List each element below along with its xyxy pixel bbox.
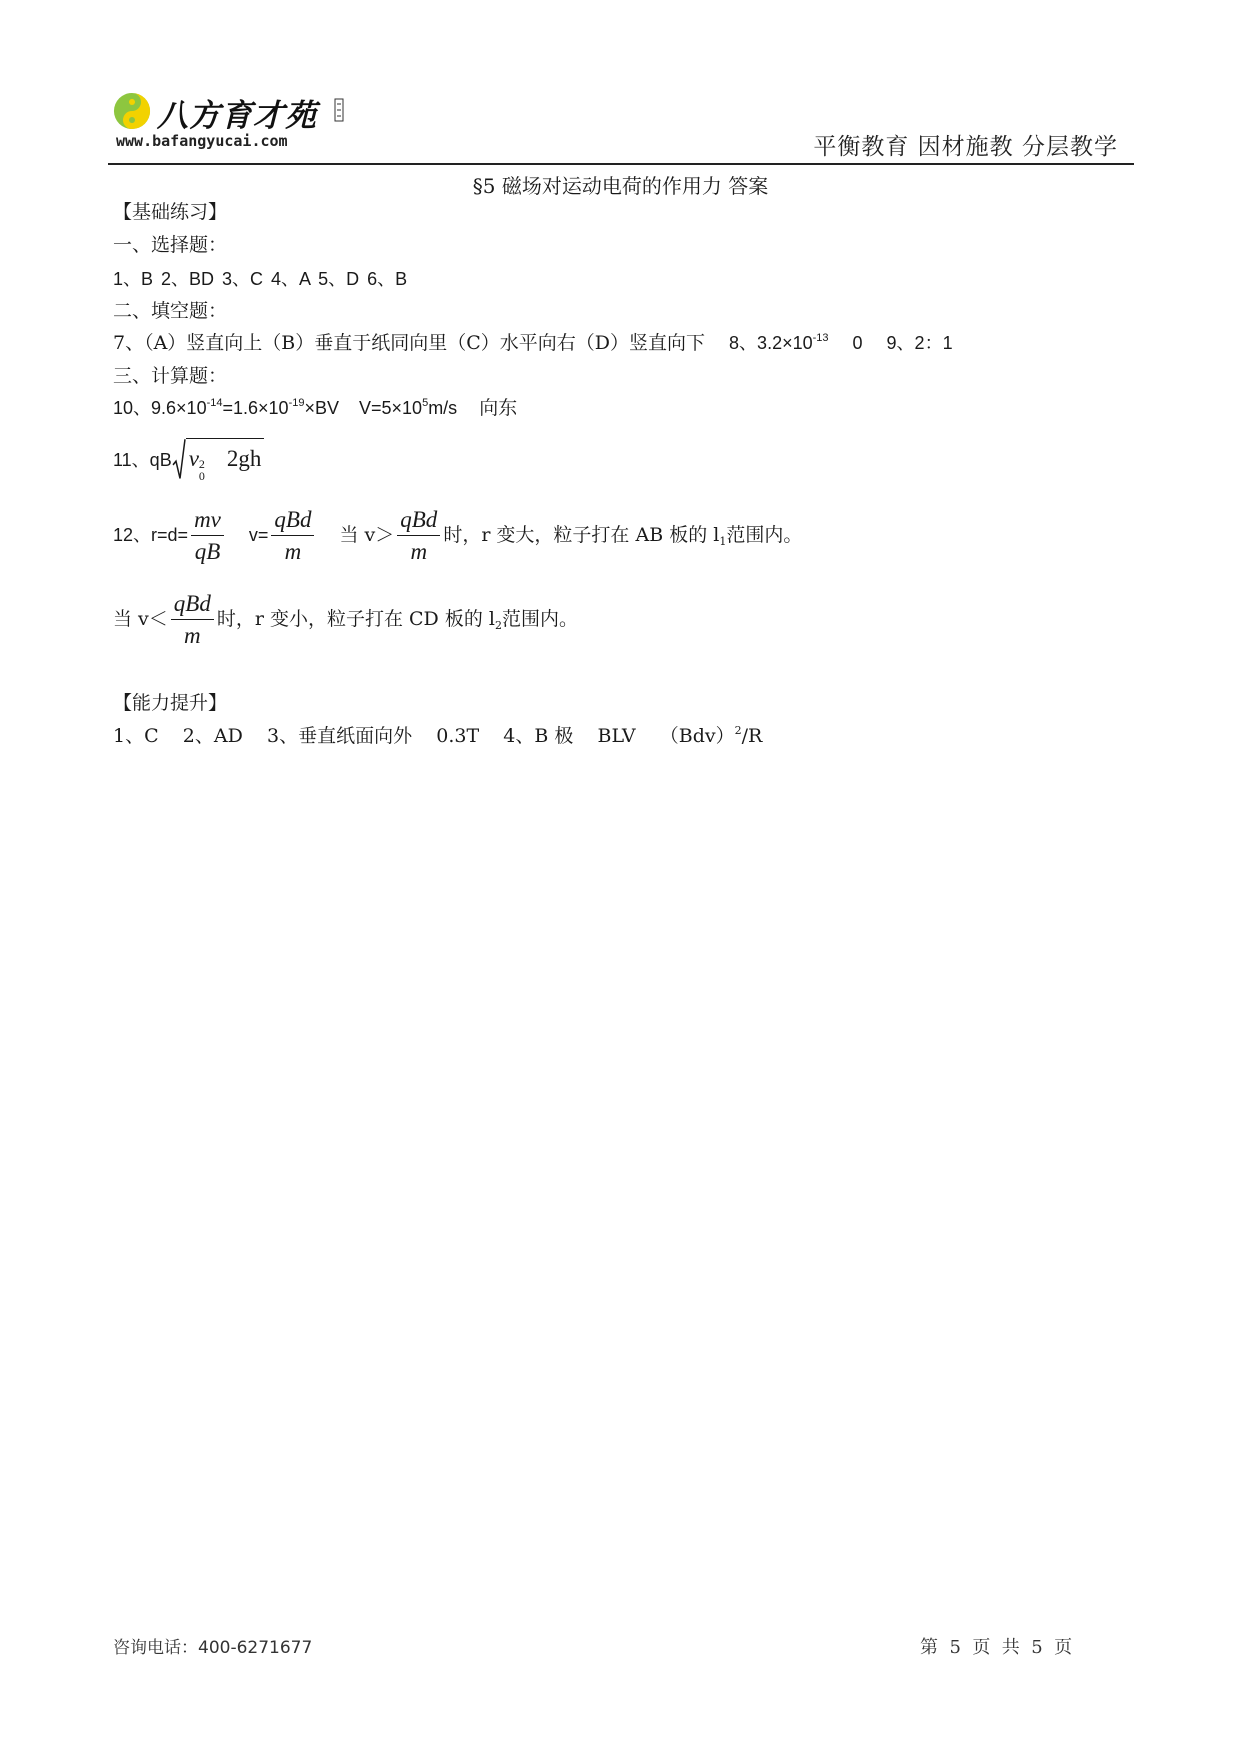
q9-answer: 9、2：1	[886, 333, 953, 353]
q10-answer: 10、$9.6\times 10^{-14}=1.6\times 10^{-19}\times BV$ $V=5\times 10^5m/s$ 向东	[113, 397, 518, 419]
advanced-answers: 1、C 2、AD 3、垂直纸面向外 0.3T 4、B 极 BLV （Bdv）$^2$/R	[113, 724, 763, 747]
footer-page-number: 第 5 页 共 5 页	[920, 1637, 1073, 1658]
choice-heading: 一、选择题：	[113, 234, 228, 256]
fill-answers	[113, 331, 953, 355]
q7-answer: 7、（A）竖直向上（B）垂直于纸同向里（C）水平向右（D）竖直向下	[113, 332, 706, 354]
choice-answers: 1、B 2、BD 3、C 4、A 5、D 6、B	[113, 269, 408, 289]
footer-phone: 咨询电话：400-6271677	[113, 1638, 313, 1658]
logo-text: 八方育才苑	[157, 98, 317, 134]
seal-icon	[334, 98, 344, 122]
fraction-mv-over-qB: $\frac{mv}{qB}$	[191, 505, 224, 568]
header-divider	[108, 163, 1134, 165]
q8-answer: 8、$3.2\times 10^{-13}$ 0	[729, 332, 863, 353]
q11-answer: 11、qB v 2 0 2gh	[113, 438, 264, 478]
fill-heading: 二、填空题：	[113, 300, 228, 322]
header-slogan: 平衡教育 因材施教 分层教学	[813, 134, 1118, 160]
logo	[113, 88, 353, 154]
fraction-qBd-over-m: $\frac{\text{qBd}}{m}$	[171, 589, 214, 652]
section-heading-advanced: 【能力提升】	[113, 692, 228, 714]
yin-yang-icon	[113, 92, 151, 130]
fraction-qBd-over-m: $\frac{\text{qBd}}{m}$	[271, 505, 314, 568]
fraction-qBd-over-m: $\frac{\text{qBd}}{m}$	[397, 505, 440, 568]
radical-sign-icon	[172, 438, 186, 482]
page-title: §5 磁场对运动电荷的作用力 答案	[472, 174, 769, 198]
sqrt-expression: v 2 0 2gh	[172, 438, 265, 482]
section-heading-basic: 【基础练习】	[113, 201, 228, 223]
logo-url[interactable]: www.bafangyucai.com	[116, 132, 288, 150]
calc-heading: 三、计算题：	[113, 365, 228, 387]
q12-answer-cont: 当 v＜ $\frac{\text{qBd}}{m}$ 时，r 变小，粒子打在 CD 板的 $l_2$范围内。	[113, 588, 578, 654]
q12-answer: 12、r=d= $\frac{mv}{qB}$ v= $\frac{\text{qBd}}{m}$ 当 v＞ $\frac{\text{qBd}}{m}$ 时，r 变大，粒子打在 AB 板的 $l_1$范围内。	[113, 504, 802, 570]
